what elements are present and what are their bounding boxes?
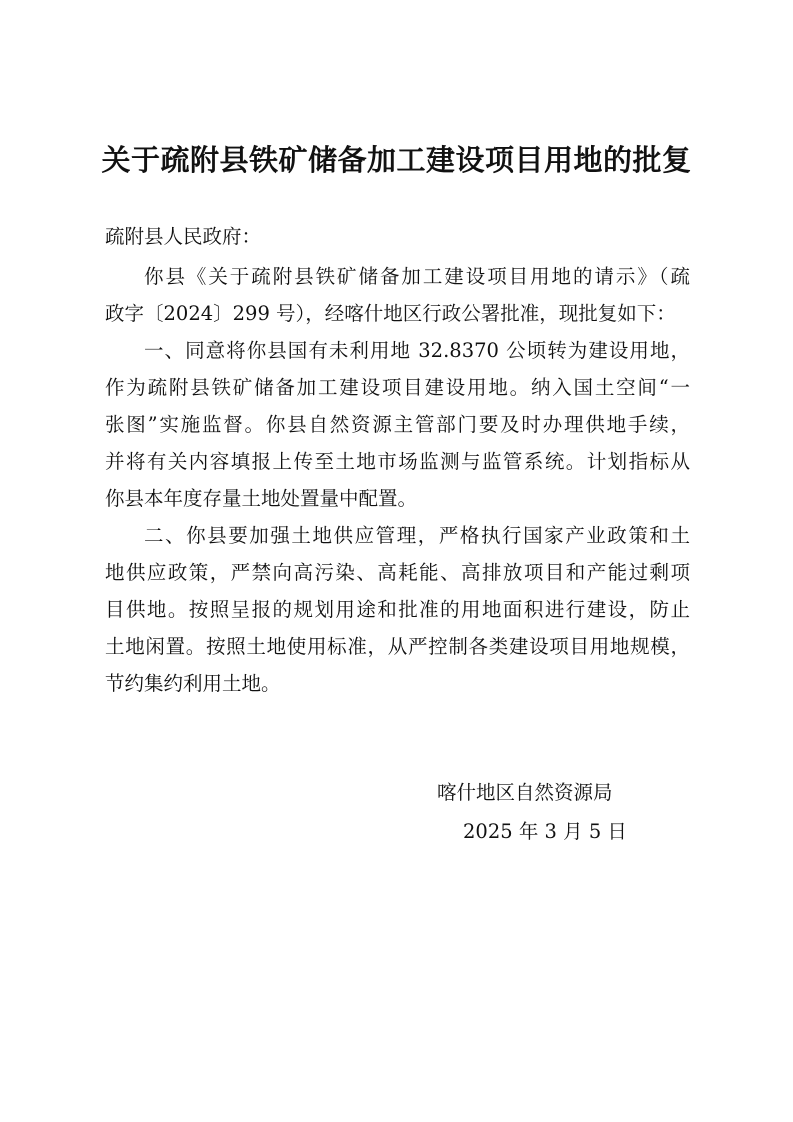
signer: 喀什地区自然资源局	[437, 781, 613, 804]
addressee: 疏附县人民政府：	[105, 225, 262, 248]
paragraph-1-line-1: 你县《关于疏附县铁矿储备加工建设项目用地的请示》（疏	[144, 265, 690, 288]
document-title: 关于疏附县铁矿储备加工建设项目用地的批复	[101, 143, 692, 177]
paragraph-3-line-1: 二、你县要加强土地供应管理，严格执行国家产业政策和土	[144, 524, 690, 547]
paragraph-3-line-2: 地供应政策，严禁向高污染、高耗能、高排放项目和产能过剩项	[105, 561, 690, 584]
paragraph-2-line-4: 并将有关内容填报上传至土地市场监测与监管系统。计划指标从	[105, 450, 690, 473]
paragraph-2-line-5: 你县本年度存量土地处置量中配置。	[105, 487, 418, 510]
paragraph-3-line-3: 目供地。按照呈报的规划用途和批准的用地面积进行建设，防止	[105, 598, 690, 621]
paragraph-2-line-3: 张图”实施监督。你县自然资源主管部门要及时办理供地手续，	[105, 413, 690, 436]
paragraph-2-line-2: 作为疏附县铁矿储备加工建设项目建设用地。纳入国土空间“一	[105, 376, 690, 399]
paragraph-3-line-5: 节约集约利用土地。	[105, 672, 281, 695]
paragraph-3-line-4: 土地闲置。按照土地使用标准，从严控制各类建设项目用地规模，	[105, 635, 690, 658]
issue-date: 2025 年 3 月 5 日	[463, 820, 627, 843]
paragraph-1-line-2: 政字〔2024〕299 号），经喀什地区行政公署批准，现批复如下：	[105, 302, 676, 325]
paragraph-2-line-1: 一、同意将你县国有未利用地 32.8370 公顷转为建设用地，	[144, 339, 690, 362]
